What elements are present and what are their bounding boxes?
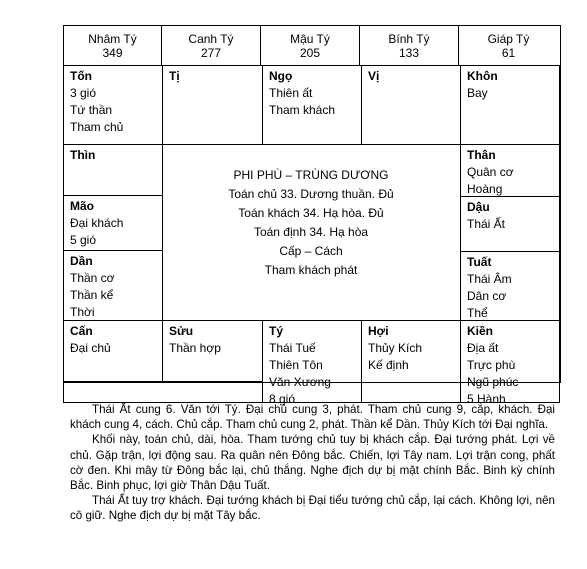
cell-line: Thần cơ (70, 271, 115, 285)
cell-kien (460, 320, 560, 406)
cell-title: Tốn (70, 69, 92, 83)
cell-tuat (460, 251, 560, 321)
cell-vi (361, 65, 461, 145)
cell-line: Thần kể (70, 288, 114, 302)
cell-line: Tham chủ (70, 120, 124, 134)
cell-line: Thần hợp (169, 341, 221, 355)
header-name: Mậu Tý (290, 32, 330, 46)
cell-ti (162, 65, 263, 145)
cell-line: 5 gió (70, 233, 97, 247)
cell-ton (63, 65, 163, 145)
cell-line: Thể (467, 306, 488, 320)
cell-line: Địa ất (467, 341, 499, 355)
cell-line: Tứ thần (70, 103, 113, 117)
cell-title: Dậu (467, 200, 490, 214)
header-cell (162, 26, 261, 66)
header-name: Nhâm Tý (88, 32, 137, 46)
center-title: PHI PHÙ – TRÙNG DƯƠNG (233, 168, 389, 182)
cell-line: Văn Xương (269, 375, 331, 389)
cell-dan (63, 250, 163, 321)
cell-title: Hợi (368, 324, 389, 338)
header-name: Canh Tý (188, 32, 234, 46)
header-number: 277 (200, 46, 222, 60)
cell-ty (262, 320, 362, 406)
cell-title: Khôn (467, 69, 498, 83)
cell-can (63, 320, 163, 382)
palace-grid (64, 66, 560, 406)
cell-title: Tý (269, 324, 284, 338)
header-number: 205 (299, 46, 321, 60)
cell-title: Kiền (467, 324, 494, 338)
cell-line: Quân cơ (467, 165, 514, 179)
cell-title: Dần (70, 254, 93, 268)
cell-line: Trực phù (467, 358, 516, 372)
cell-mao (63, 195, 163, 251)
cell-title: Tuất (467, 255, 492, 269)
bottom-left-extension (63, 381, 263, 403)
header-cell (261, 26, 360, 66)
cell-dau (460, 196, 560, 252)
cell-line: 3 gió (70, 86, 97, 100)
cell-suu (162, 320, 263, 382)
cell-line: 5 Hành (467, 392, 506, 406)
cell-title: Thân (467, 148, 496, 162)
cell-line: Thái Tuế (269, 341, 316, 355)
header-cell (360, 26, 459, 66)
almanac-table (63, 25, 561, 406)
cell-title: Thìn (70, 148, 96, 162)
cell-line: Đại khách (70, 216, 124, 230)
cell-title: Vị (368, 69, 380, 83)
cell-line: Ngũ phúc (467, 375, 519, 389)
cell-line: Thái Ất (467, 217, 506, 231)
commentary-paragraph: Thái Ất cung 6. Văn tới Tý. Đại chủ cung 3, phát. Tham chủ cung 9, cắp, khách. Đại khách cung 4, cách. Chủ cắp. Tham chủ cung 2, phát. Thần kể Dần. Thủy Kích tới Đại nghĩa. (70, 403, 555, 432)
cell-line: Hoàng (467, 182, 503, 196)
cell-title: Mão (70, 199, 94, 213)
cell-line: Thời (70, 305, 95, 319)
cell-title: Tị (169, 69, 180, 83)
header-number: 61 (501, 46, 516, 60)
header-number: 349 (102, 46, 123, 60)
cell-line: Kế định (368, 358, 409, 372)
cell-ngo (262, 65, 362, 145)
cell-line: Bay (467, 86, 488, 100)
center-line: Tham khách phát (264, 263, 358, 277)
cell-line: Đại chủ (70, 341, 111, 355)
cell-line: Thủy Kích (368, 341, 423, 355)
header-name: Bính Tý (388, 32, 430, 46)
cell-line: Dân cơ (467, 289, 507, 303)
header-number: 133 (398, 46, 420, 60)
cell-title: Ngọ (269, 69, 293, 83)
cell-hoi (361, 320, 461, 403)
cell-line: Thiên Tôn (269, 358, 323, 372)
center-line: Toán khách 34. Hạ hòa. Đủ (238, 206, 384, 220)
commentary-paragraph: Thái Ất tuy trợ khách. Đại tướng khách bị Đại tiểu tướng chủ cắp, lại cách. Không lợi, nên cô giữ. Nghe địch dự bị mặt Tây bắc. (70, 494, 555, 523)
cell-title: Sửu (169, 324, 194, 338)
cell-thin (63, 144, 163, 196)
cell-khon (460, 65, 560, 145)
header-row (64, 26, 560, 66)
center-summary (162, 144, 460, 319)
center-line: Toán chủ 33. Dương thuần. Đủ (228, 187, 394, 201)
center-line: Cấp – Cách (279, 244, 343, 258)
commentary (70, 402, 555, 524)
cell-title: Cấn (70, 324, 93, 338)
cell-line: Tham khách (269, 103, 336, 117)
cell-line: Thiên ất (269, 86, 313, 100)
center-line: Toán định 34. Hạ hòa (253, 225, 369, 239)
cell-than (460, 144, 560, 197)
cell-line: 8 gió (269, 392, 296, 406)
header-name: Giáp Tý (487, 32, 530, 46)
header-cell (459, 26, 558, 66)
cell-line: Thái Âm (467, 272, 512, 286)
commentary-paragraph: Khối này, toán chủ, dài, hòa. Tham tướng chủ tuy bị khách cắp. Đại tướng phát. Lợi về chủ. Gặp trận, lợi động sau. Ra quân nên Đông bắc. Chiến, lợi Tây nam. Lợi trận cong, phất cờ đen. Khi mây từ Đông bắc lại, chủ thắng. Nghe địch dự bị mặt chính Bắc. Binh kỳ chính Bắc. Binh phục, lợi giờ Thân Dậu Tuất. (70, 433, 555, 493)
header-cell (64, 26, 162, 66)
